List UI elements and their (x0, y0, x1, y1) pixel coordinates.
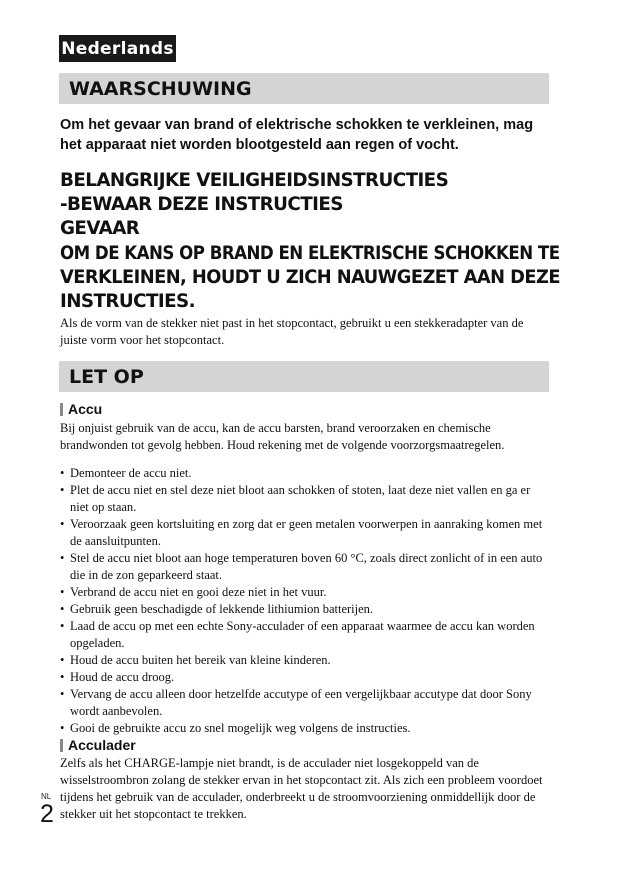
list-item: • Laad de accu op met een echte Sony-acculader of een apparaat waarmee de accu kan worden opgeladen. (60, 618, 552, 652)
safety-line: OM DE KANS OP BRAND EN ELEKTRISCHE SCHOKKEN TE (60, 241, 560, 264)
charger-text: Zelfs als het CHARGE-lampje niet brandt, is de acculader niet losgekoppeld van de wisselstroombron zolang de stekker ervan in het stopcontact zit. Als zich een probleem voordoet tijdens het gebruik van de acculader, onderbreekt u de stroomvoorziening onmiddellijk door de stekker uit het stopcontact te trekken. (60, 756, 543, 821)
list-item: • Gebruik geen beschadigde of lekkende lithiumion batterijen. (60, 601, 552, 618)
list-item: • Houd de accu droog. (60, 669, 552, 686)
page-number: 2 (40, 800, 54, 828)
accu-subheading (60, 401, 102, 417)
caution-heading: LET OP (59, 361, 549, 392)
safety-line: GEVAAR (60, 217, 140, 240)
list-item: • Stel de accu niet bloot aan hoge temperaturen boven 60 °C, zoals direct zonlicht of in een auto die in de zon geparkeerd staat. (60, 550, 552, 584)
subheading-marker (60, 739, 63, 752)
list-item: • Houd de accu buiten het bereik van kleine kinderen. (60, 652, 552, 669)
safety-line: INSTRUCTIES. (60, 290, 195, 313)
accu-precautions-list (60, 465, 552, 737)
safety-line: -BEWAAR DEZE INSTRUCTIES (60, 193, 343, 216)
plug-adapter-text: Als de vorm van de stekker niet past in het stopcontact, gebruikt u een stekkeradapter van de juiste vorm voor het stopcontact. (60, 316, 524, 347)
warning-text: Om het gevaar van brand of elektrische schokken te verkleinen, mag het apparaat niet worden blootgesteld aan regen of vocht. (60, 117, 534, 153)
accu-intro-text: Bij onjuist gebruik van de accu, kan de accu barsten, brand veroorzaken en chemische brandwonden tot gevolg hebben. Houd rekening met de volgende voorzorgsmaatregelen. (60, 421, 505, 452)
safety-line: BELANGRIJKE VEILIGHEIDSINSTRUCTIES (60, 169, 449, 191)
warning-heading: WAARSCHUWING (59, 73, 549, 104)
list-item: • Plet de accu niet en stel deze niet bloot aan schokken of stoten, laat deze niet vallen en ga er niet op staan. (60, 482, 552, 516)
safety-headline (60, 168, 580, 313)
list-item: • Vervang de accu alleen door hetzelfde accutype of een vergelijkbaar accutype dat door Sony wordt aanbevolen. (60, 686, 552, 720)
charger-title: Acculader (68, 737, 136, 753)
accu-title: Accu (68, 401, 103, 417)
charger-subheading (60, 737, 136, 753)
list-item: • Veroorzaak geen kortsluiting en zorg dat er geen metalen voorwerpen in aanraking komen met de aansluitpunten. (60, 516, 552, 550)
list-item: • Verbrand de accu niet en gooi deze niet in het vuur. (60, 584, 552, 601)
language-tab: Nederlands (59, 35, 176, 62)
subheading-marker (60, 403, 63, 416)
list-item: • Gooi de gebruikte accu zo snel mogelijk weg volgens de instructies. (60, 720, 552, 737)
safety-line: VERKLEINEN, HOUDT U ZICH NAUWGEZET AAN DEZE (60, 265, 560, 288)
list-item: • Demonteer de accu niet. (60, 465, 552, 482)
page-language-code: NL (41, 792, 52, 801)
